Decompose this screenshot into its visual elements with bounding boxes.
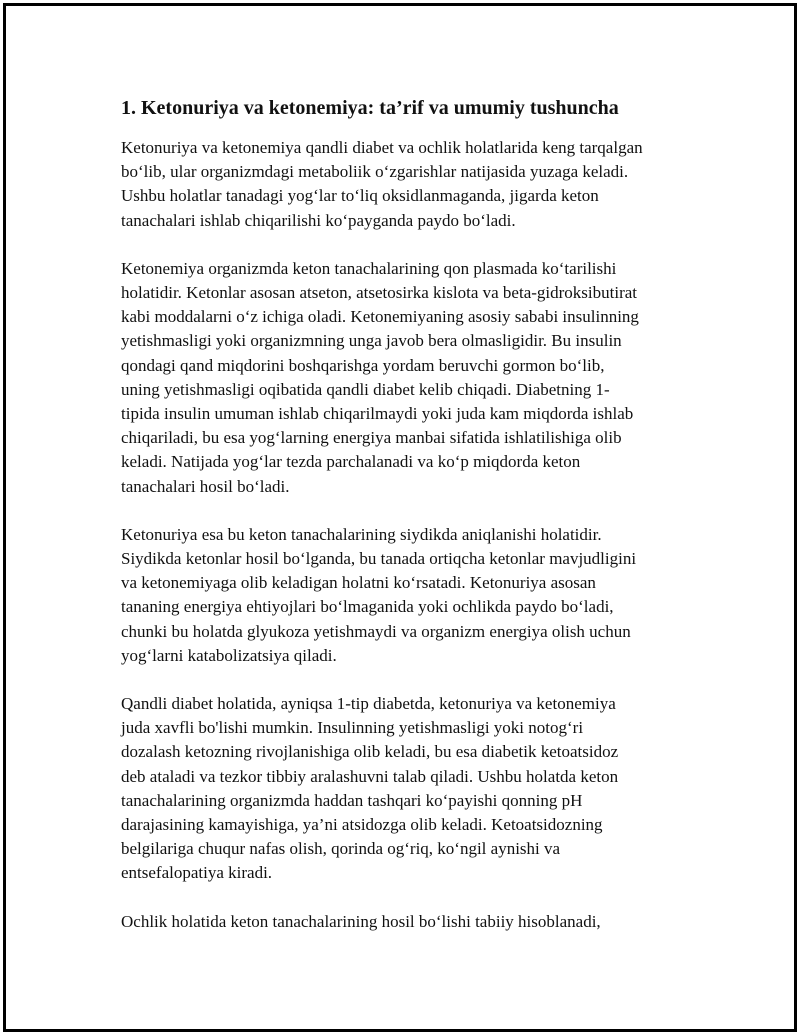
text-line: yetishmasligi yoki organizmning unga javob bera olmasligidir. Bu insulin xyxy=(121,331,622,351)
paragraph-ochlik xyxy=(121,910,681,934)
text-line: Ketonuriya va ketonemiya qandli diabet va ochlik holatlarida keng tarqalgan xyxy=(121,138,643,157)
text-line: Ochlik holatida keton tanachalarining hosil bo‘lishi tabiiy hisoblanadi, xyxy=(121,911,601,931)
text-line: kabi moddalarni o‘z ichiga oladi. Ketonemiyaning asosiy sababi insulinning xyxy=(121,307,639,327)
text-line: tananing energiya ehtiyojlari bo‘lmaganida yoki ochlikda paydo bo‘ladi, xyxy=(121,597,614,617)
section-heading: 1. Ketonuriya va ketonemiya: ta’rif va umumiy tushuncha xyxy=(121,97,619,119)
page-frame xyxy=(3,3,797,1032)
text-line: Ketonemiya organizmda keton tanachalarining qon plasmada ko‘tarilishi xyxy=(121,258,617,278)
text-line: tipida insulin umuman ishlab chiqarilmaydi yoki juda kam miqdorda ishlab xyxy=(121,404,634,424)
text-line: uning yetishmasligi oqibatida qandli diabet kelib chiqadi. Diabetning 1- xyxy=(121,379,610,399)
text-line: qondagi qand miqdorini boshqarishga yordam beruvchi gormon bo‘lib, xyxy=(121,355,605,375)
text-line: deb ataladi va tezkor tibbiy aralashuvni talab qiladi. Ushbu holatda keton xyxy=(121,766,619,786)
paragraph-diabetes xyxy=(121,692,681,886)
paragraph-intro xyxy=(121,136,681,233)
text-line: darajasining kamayishiga, ya’ni atsidozga olib keladi. Ketoatsidozning xyxy=(121,815,603,835)
document-body xyxy=(121,94,681,958)
text-line: tanachalarining organizmda haddan tashqari ko‘payishi qonning pH xyxy=(121,790,583,810)
text-line: Ushbu holatlar tanadagi yog‘lar to‘liq oksidlanmaganda, jigarda keton xyxy=(121,186,599,206)
text-line: chunki bu holatda glyukoza yetishmaydi va organizm energiya olish uchun xyxy=(121,621,631,641)
text-line: belgilariga chuqur nafas olish, qorinda og‘riq, ko‘ngil aynishi va xyxy=(121,839,561,859)
text-line: yog‘larni katabolizatsiya qiladi. xyxy=(121,645,337,665)
text-line: Qandli diabet holatida, ayniqsa 1-tip diabetda, ketonuriya va ketonemiya xyxy=(121,694,616,714)
text-line: va ketonemiyaga olib keladigan holatni ko‘rsatadi. Ketonuriya asosan xyxy=(121,573,596,593)
text-line: chiqariladi, bu esa yog‘larning energiya manbai sifatida ishlatilishiga olib xyxy=(121,428,622,448)
paragraph-ketonuriya xyxy=(121,523,681,668)
text-line: tanachalari ishlab chiqarilishi ko‘payganda paydo bo‘ladi. xyxy=(121,210,516,230)
text-line: entsefalopatiya kiradi. xyxy=(121,863,273,883)
paragraph-ketonemiya xyxy=(121,257,681,499)
text-line: Ketonuriya esa bu keton tanachalarining siydikda aniqlanishi holatidir. xyxy=(121,524,602,544)
text-line: bo‘lib, ular organizmdagi metaboliik o‘zgarishlar natijasida yuzaga keladi. xyxy=(121,162,629,182)
text-line: holatidir. Ketonlar asosan atseton, atsetosirka kislota va beta-gidroksibutirat xyxy=(121,283,638,303)
text-line: dozalash ketozning rivojlanishiga olib keladi, bu esa diabetik ketoatsidoz xyxy=(121,742,619,762)
text-line: Siydikda ketonlar hosil bo‘lganda, bu tanada ortiqcha ketonlar mavjudligini xyxy=(121,549,637,569)
text-line: tanachalari hosil bo‘ladi. xyxy=(121,476,290,496)
text-line: juda xavfli bo'lishi mumkin. Insulinning yetishmasligi yoki notog‘ri xyxy=(121,718,584,738)
text-line: keladi. Natijada yog‘lar tezda parchalanadi va ko‘p miqdorda keton xyxy=(121,452,581,472)
